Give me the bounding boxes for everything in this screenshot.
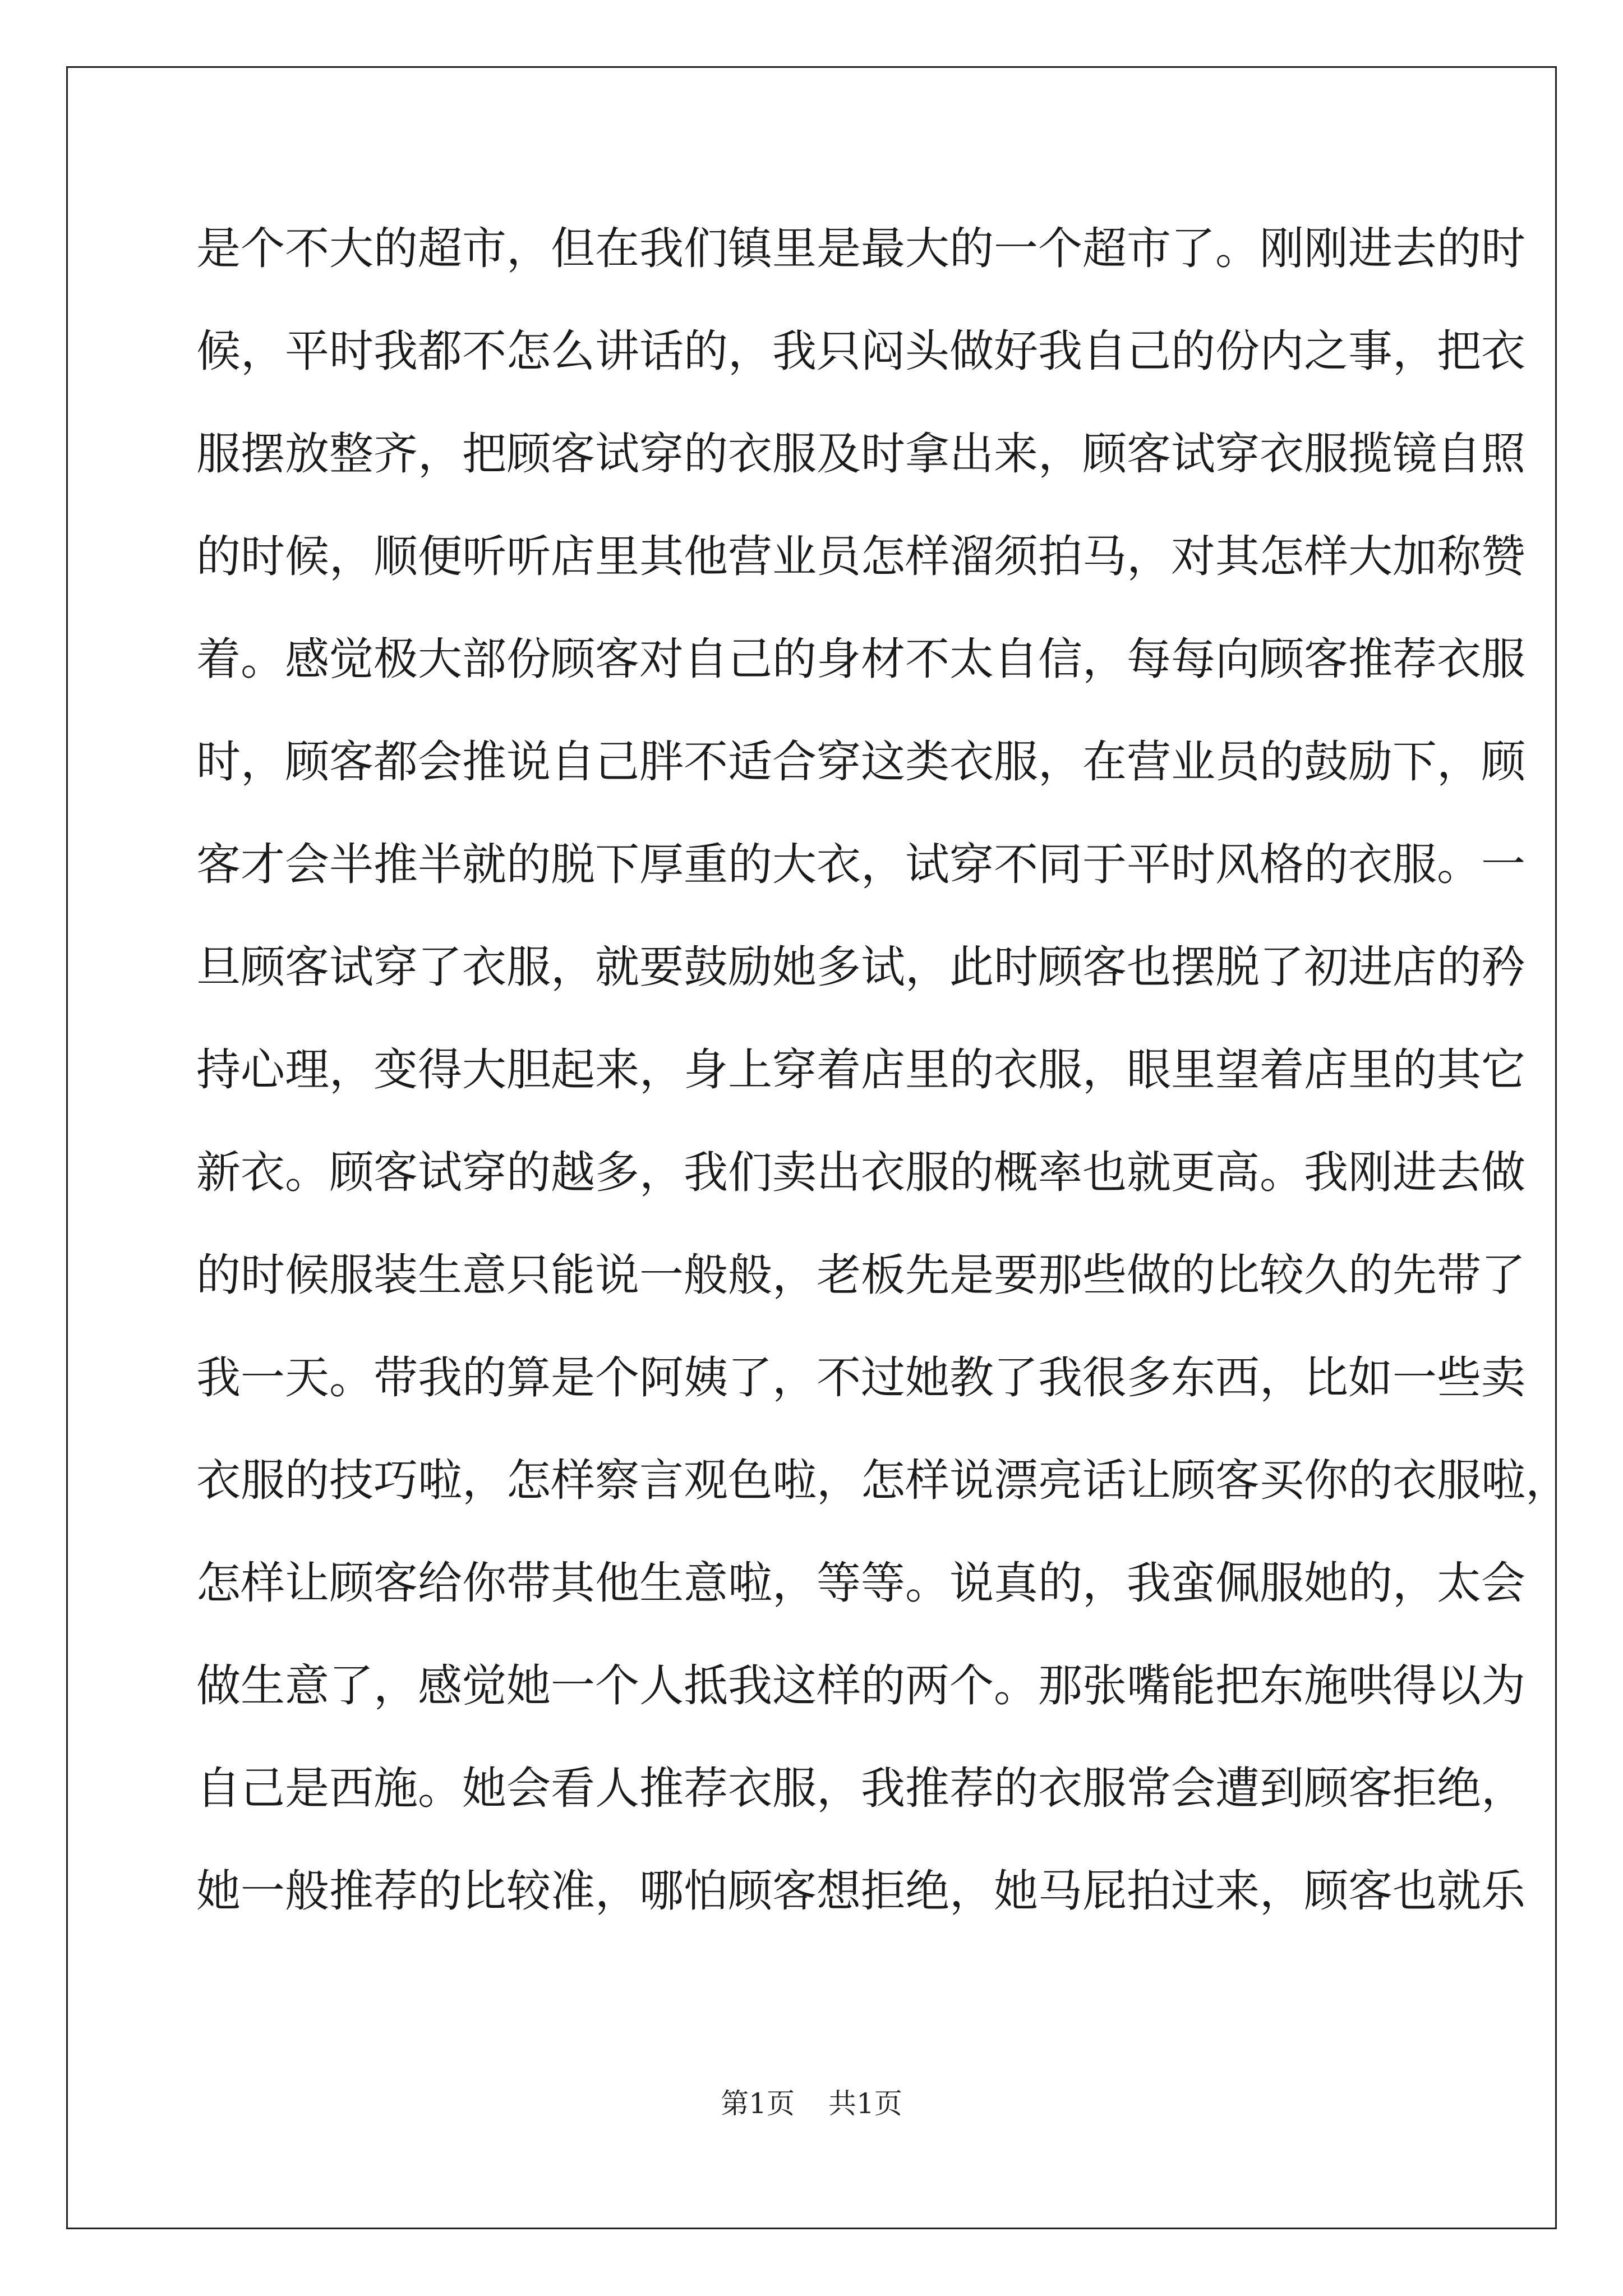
page-total: 共1页 bbox=[828, 2087, 902, 2120]
text-line: 是个不大的超市，但在我们镇里是最大的一个超市了。刚刚进去的时 bbox=[196, 223, 1525, 274]
text-line: 时，顾客都会推说自己胖不适合穿这类衣服，在营业员的鼓励下，顾 bbox=[196, 736, 1525, 788]
text-line: 候，平时我都不怎么讲话的，我只闷头做好我自己的份内之事，把衣 bbox=[196, 325, 1525, 377]
text-line: 做生意了，感觉她一个人抵我这样的两个。那张嘴能把东施哄得以为 bbox=[196, 1660, 1525, 1711]
text-line: 自己是西施。她会看人推荐衣服，我推荐的衣服常会遭到顾客拒绝， bbox=[196, 1763, 1525, 1814]
text-line: 的时候服装生意只能说一般般，老板先是要那些做的比较久的先带了 bbox=[196, 1249, 1525, 1301]
text-line: 她一般推荐的比较准，哪怕顾客想拒绝，她马屁拍过来，顾客也就乐 bbox=[196, 1865, 1525, 1917]
text-line: 我一天。带我的算是个阿姨了，不过她教了我很多东西，比如一些卖 bbox=[196, 1352, 1525, 1404]
page-number: 第1页 bbox=[721, 2087, 795, 2120]
text-line: 持心理，变得大胆起来，身上穿着店里的衣服，眼里望着店里的其它 bbox=[196, 1044, 1525, 1096]
text-line: 着。感觉极大部份顾客对自己的身材不太自信，每每向顾客推荐衣服 bbox=[196, 633, 1525, 685]
page-footer bbox=[0, 2081, 1623, 2122]
document-body bbox=[196, 218, 1570, 1963]
text-line: 新衣。顾客试穿的越多，我们卖出衣服的概率也就更高。我刚进去做 bbox=[196, 1147, 1525, 1198]
text-line: 的时候，顺便听听店里其他营业员怎样溜须拍马，对其怎样大加称赞 bbox=[196, 531, 1525, 582]
text-line: 衣服的技巧啦，怎样察言观色啦，怎样说漂亮话让顾客买你的衣服啦， bbox=[196, 1455, 1570, 1506]
text-line: 旦顾客试穿了衣服，就要鼓励她多试，此时顾客也摆脱了初进店的矜 bbox=[196, 941, 1525, 993]
text-line: 怎样让顾客给你带其他生意啦，等等。说真的，我蛮佩服她的，太会 bbox=[196, 1557, 1525, 1609]
text-line: 服摆放整齐，把顾客试穿的衣服及时拿出来，顾客试穿衣服揽镜自照 bbox=[196, 428, 1525, 480]
text-line: 客才会半推半就的脱下厚重的大衣，试穿不同于平时风格的衣服。一 bbox=[196, 839, 1525, 890]
